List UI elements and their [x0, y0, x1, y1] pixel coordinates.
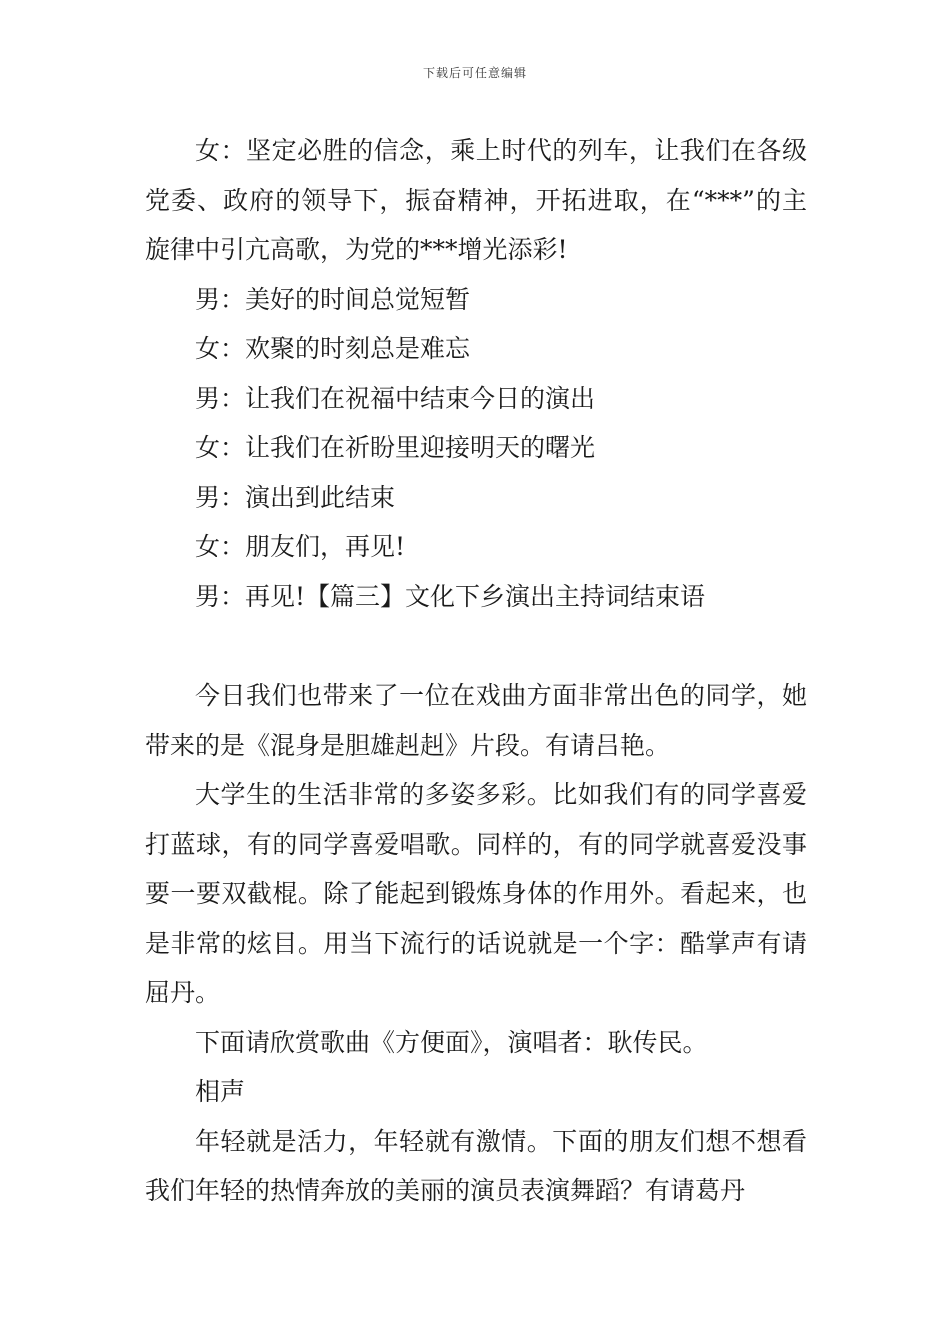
dialogue-paragraph: 男：再见!【篇三】文化下乡演出主持词结束语	[195, 581, 706, 611]
dialogue-paragraph: 女：坚定必胜的信念，乘上时代的列车，让我们在各级党委、政府的领导下，振奋精神，开拓进取，在“***”的主旋律中引亢高歌，为党的***增光添彩!	[145, 136, 807, 264]
dialogue-paragraph: 男：演出到此结束	[195, 482, 396, 512]
body-paragraph: 下面请欣赏歌曲《方便面》，演唱者：耿传民。	[195, 1027, 708, 1057]
body-paragraph: 今日我们也带来了一位在戏曲方面非常出色的同学，她带来的是《混身是胆雄赳赳》片段。有请吕艳。	[145, 681, 807, 760]
dialogue-paragraph: 女：让我们在祈盼里迎接明天的曙光	[195, 433, 596, 462]
dialogue-paragraph: 女：欢聚的时刻总是难忘	[195, 334, 471, 363]
dialogue-paragraph: 男：美好的时间总觉短暂	[195, 284, 471, 314]
dialogue-paragraph: 男：让我们在祝福中结束今日的演出	[195, 383, 596, 413]
section-spacer	[145, 621, 807, 671]
document-body	[145, 126, 807, 1216]
body-paragraph: 大学生的生活非常的多姿多彩。比如我们有的同学喜爱打蓝球，有的同学喜爱唱歌。同样的，有的同学就喜爱没事要一要双截棍。除了能起到锻炼身体的作用外。看起来，也是非常的炫目。用当下流行的话说就是一个字：酷掌声有请屈丹。	[145, 780, 807, 1007]
page-header-note: 下载后可任意编辑	[422, 66, 527, 80]
body-paragraph: 相声	[195, 1077, 246, 1106]
dialogue-paragraph: 女：朋友们，再见!	[195, 532, 406, 561]
body-paragraph: 年轻就是活力，年轻就有激情。下面的朋友们想不想看我们年轻的热情奔放的美丽的演员表演舞蹈？有请葛丹	[145, 1126, 807, 1205]
